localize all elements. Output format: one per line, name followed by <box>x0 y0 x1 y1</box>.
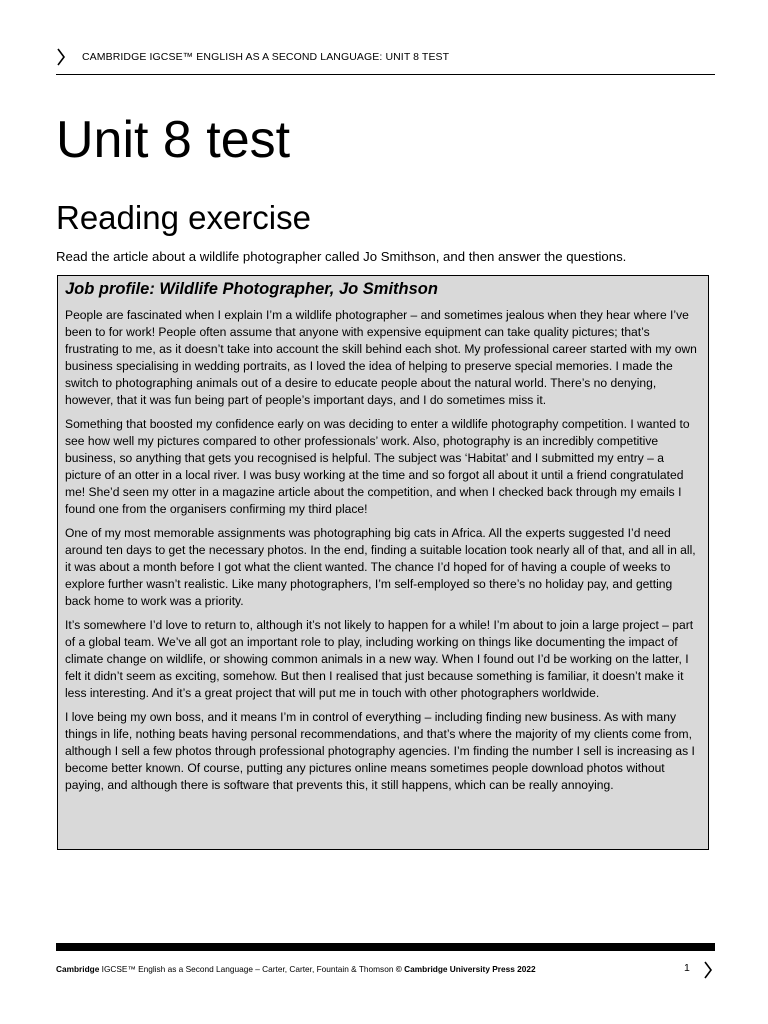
instructions: Read the article about a wildlife photographer called Jo Smithson, and then answer the questions. <box>56 249 627 264</box>
page-title: Unit 8 test <box>56 111 291 169</box>
footer-credit <box>56 964 536 974</box>
next-page-chevron-icon[interactable] <box>703 961 713 984</box>
article-title: Job profile: Wildlife Photographer, Jo Smithson <box>65 280 438 298</box>
article-paragraph-4: It’s somewhere I’d love to return to, although it’s not likely to happen for a while! I’m about to join a large project – part of a global team. We’ve all got an important role to play, including working on things like documenting the impact of climate change on wildlife, or showing common animals in a new way. When I found out I’d be working on the latter, I felt it didn’t seem as exciting, somehow. But then I realised that just because something is familiar, it doesn’t make it less interesting. And it’s a great project that will put me in touch with other photographers worldwide. <box>65 618 694 700</box>
article-paragraph-2: Something that boosted my confidence early on was deciding to enter a wildlife photography competition. I wanted to see how well my pictures compared to other professionals’ work. Also, photography is an incredibly competitive business, so anything that gets you recognised is helpful. The subject was ‘Habitat’ and I submitted my entry – a picture of an otter in a local river. I was busy working at the time and so forgot all about it until a friend congratulated me! She’d seen my otter in a magazine article about the competition, and when I checked back through my emails I found one from the organisers confirming my third place! <box>65 417 690 516</box>
article-paragraph-1: People are fascinated when I explain I’m a wildlife photographer – and sometimes jealous when they hear where I’ve been to for work! People often assume that anyone with expensive equipment can take quality pictures; that’s frustrating to me, as it doesn’t take into account the skill behind each shot. My professional career started with my own business specialising in wedding portraits, as I loved the idea of helping to preserve special memories. I made the switch to photographing animals out of a desire to educate people about the natural world. There’s no denying, however, that it was fun being part of people’s important days, and I do sometimes miss it. <box>65 308 697 407</box>
article-paragraph-5: I love being my own boss, and it means I’m in control of everything – including finding new business. As with many things in life, nothing beats having personal recommendations, and that’s where the majority of my clients come from, although I sell a few photos through professional photography agencies. I’m finding the number I sell is increasing as I become better known. Of course, putting any pictures online means sometimes people download photos without paying, and although there is software that prevents this, it still happens, which can be really annoying. <box>65 710 695 792</box>
section-title: Reading exercise <box>56 199 311 236</box>
article-paragraph-3: One of my most memorable assignments was photographing big cats in Africa. All the experts suggested I’d need around ten days to get the necessary photos. In the end, finding a suitable location took nearly all of that, and all in all, it was about a month before I got what the client wanted. The chance I’d hoped for of having a couple of weeks to explore further wasn’t realistic. Like many photographers, I’m self-employed so there’s no holiday pay, and getting back home to work was a priority. <box>65 526 696 608</box>
footer-copyright: © Cambridge University Press 2022 <box>395 964 536 974</box>
chevron-right-icon <box>56 48 66 71</box>
running-header <box>56 48 715 75</box>
header-title: CAMBRIDGE IGCSE™ ENGLISH AS A SECOND LANGUAGE: UNIT 8 TEST <box>82 51 450 63</box>
footer-credit-text: IGCSE™ English as a Second Language – Carter, Carter, Fountain & Thomson <box>99 964 396 974</box>
footer-brand: Cambridge <box>56 964 100 974</box>
footer-rule <box>56 943 715 951</box>
article-box <box>57 275 709 850</box>
page-number: 1 <box>684 962 690 974</box>
